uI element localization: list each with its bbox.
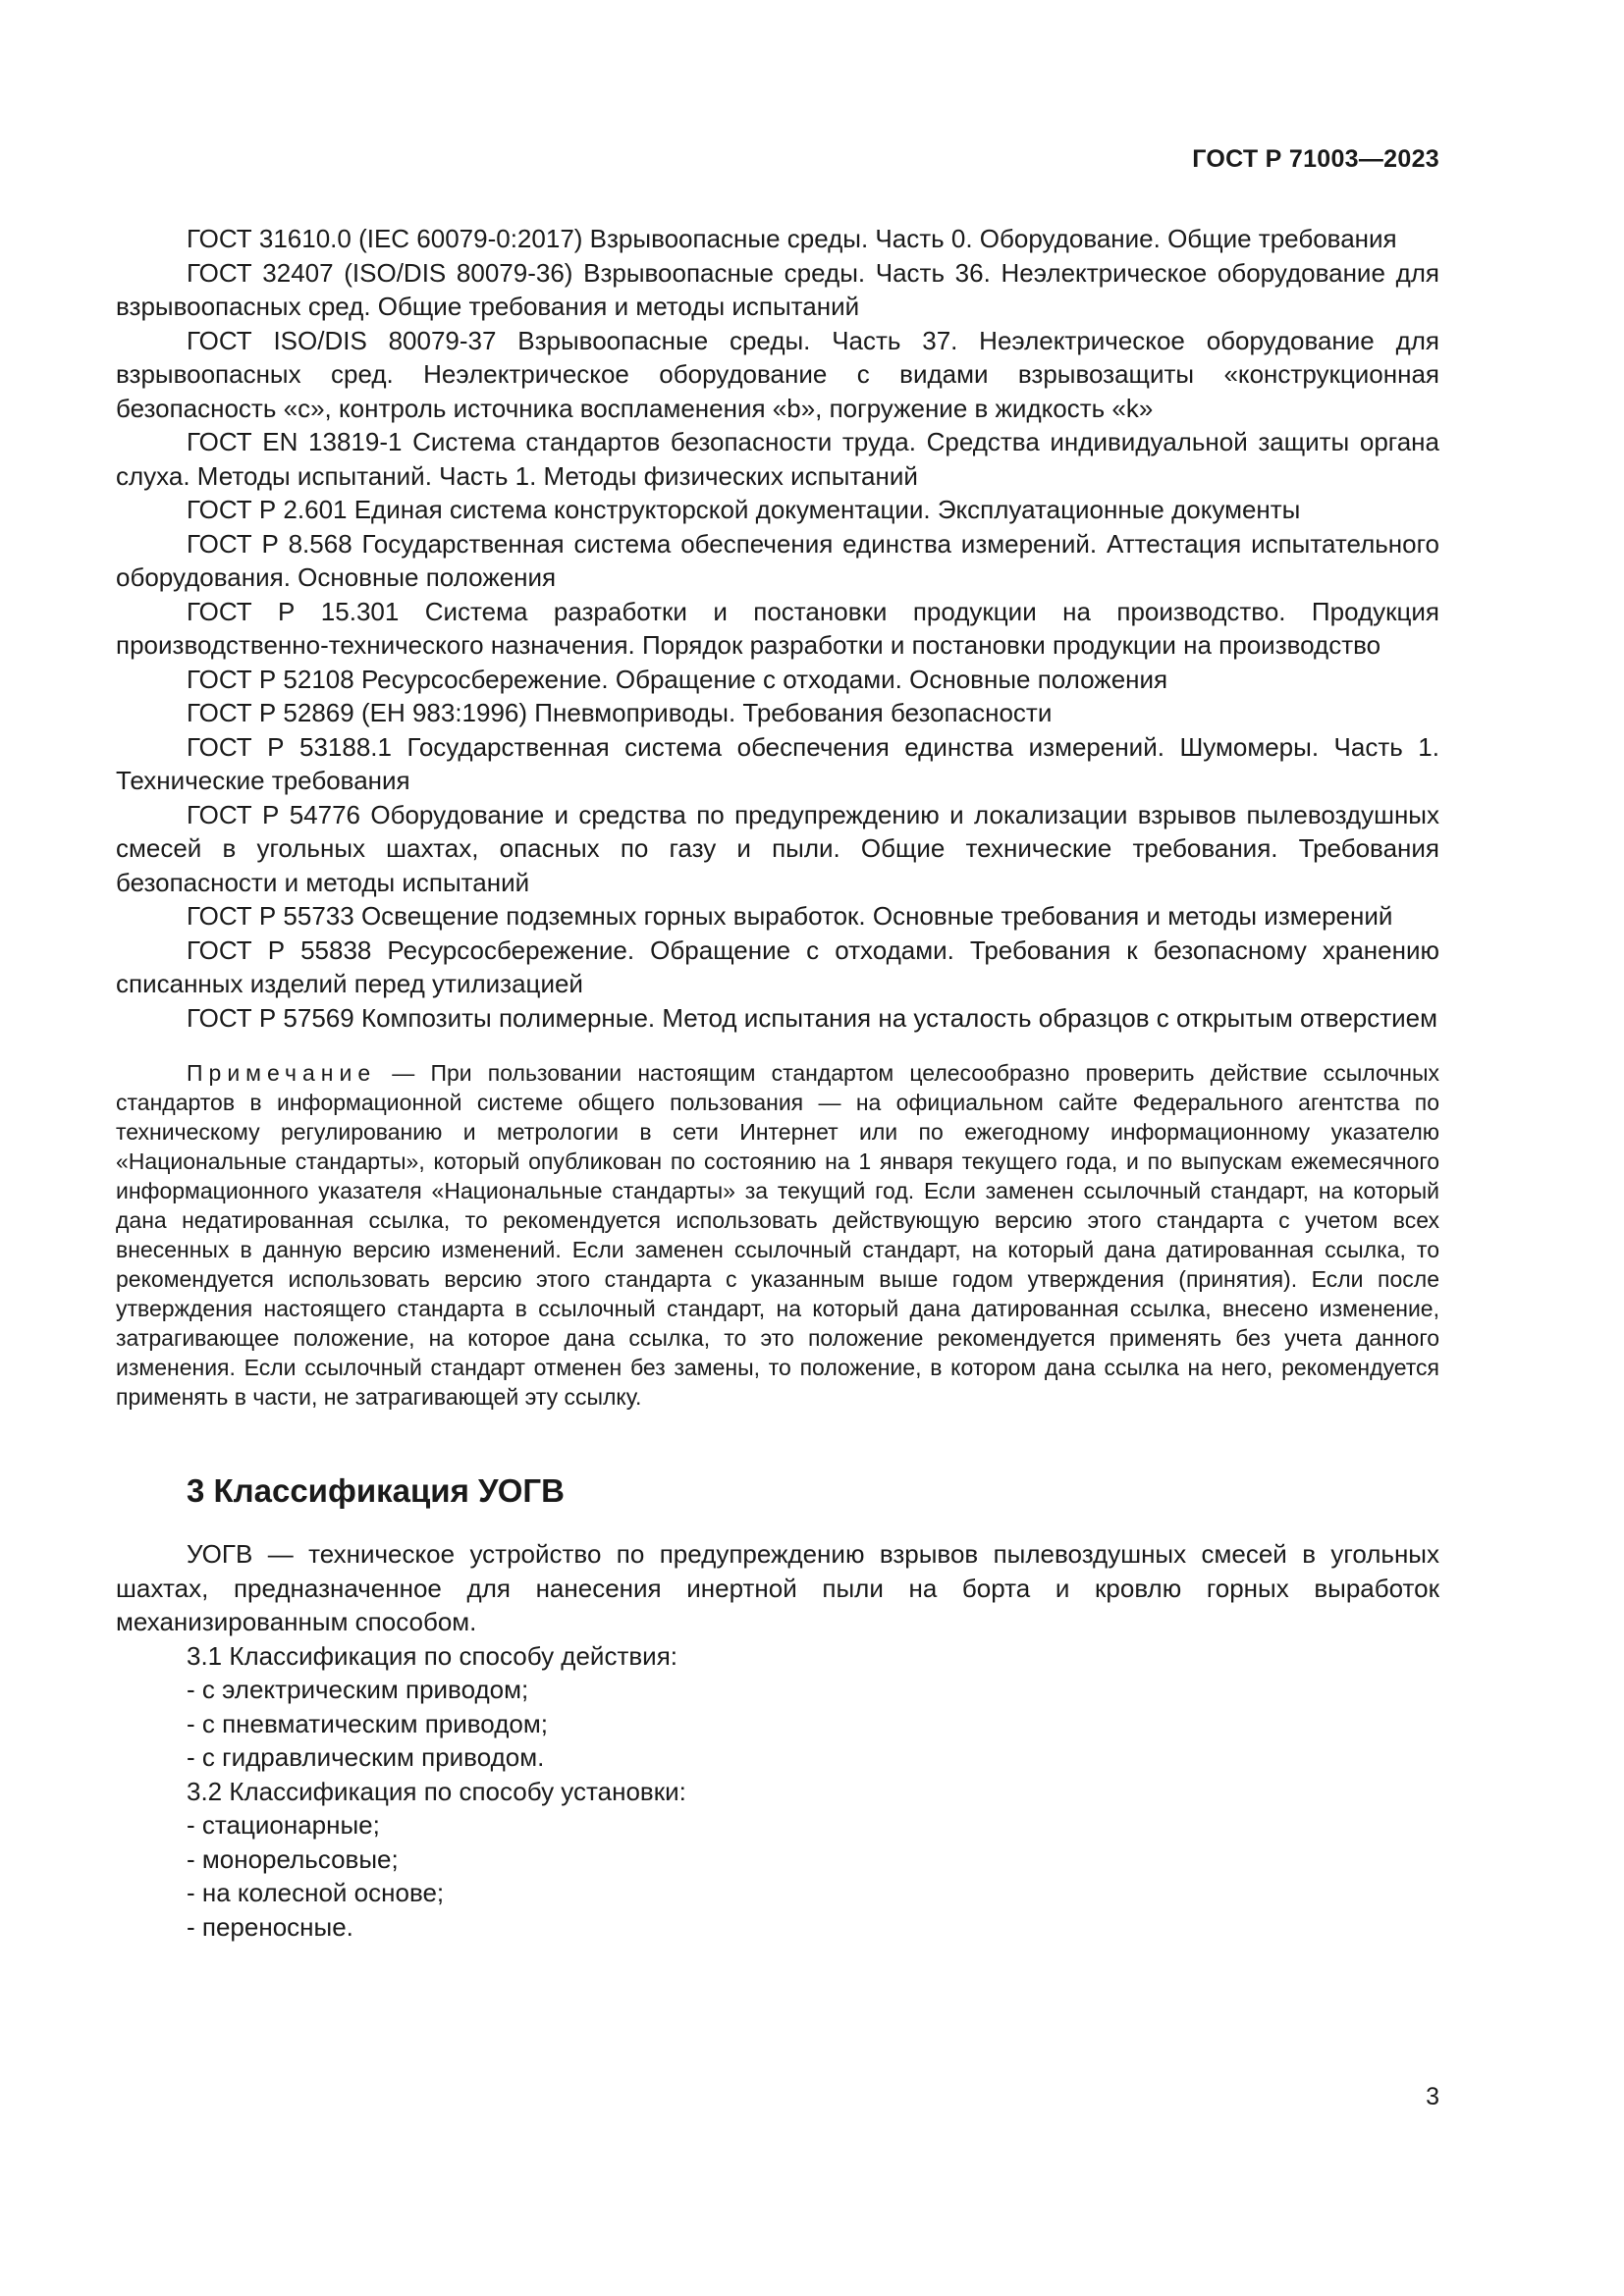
clause-3-1: 3.1 Классификация по способу действия: (187, 1640, 678, 1671)
reference-item: ГОСТ Р 57569 Композиты полимерные. Метод испытания на усталость образцов с открытым отверстием (187, 1002, 1438, 1033)
note-paragraph (116, 1058, 1439, 1412)
clause-3-2: 3.2 Классификация по способу установки: (187, 1776, 686, 1806)
list-item: - с электрическим приводом; (187, 1675, 529, 1704)
reference-item: ГОСТ 31610.0 (IEC 60079-0:2017) Взрывоопасные среды. Часть 0. Оборудование. Общие требования (187, 224, 1397, 253)
reference-item: ГОСТ EN 13819-1 Система стандартов безопасности труда. Средства индивидуальной защиты органа слуха. Методы испытаний. Часть 1. Методы физических испытаний (116, 427, 1439, 491)
document-code: ГОСТ Р 71003—2023 (1192, 145, 1439, 173)
list-item: - стационарные; (187, 1810, 380, 1840)
page-number: 3 (1426, 2083, 1439, 2110)
section-intro: УОГВ — техническое устройство по предупреждению взрывов пылевоздушных смесей в угольных шахтах, предназначенное для нанесения инертной пыли на борта и кровлю горных выработок механизированным способом. (116, 1539, 1439, 1636)
note-text: — При пользовании настоящим стандартом целесообразно проверить действие ссылочных стандартов в информационной системе общего пользования — на официальном сайте Федерального агентства по техническому регулированию и метрологии в сети Интернет или по ежегодному информационному указателю «Национальные стандарты», который опубликован по состоянию на 1 января текущего года, и по выпускам ежемесячного информационного указателя «Национальные стандарты» за текущий год. Если заменен ссылочный стандарт, на который дана недатированная ссылка, то рекомендуется использовать действующую версию этого стандарта с учетом всех внесенных в данную версию изменений. Если заменен ссылочный стандарт, на который дана датированная ссылка, то рекомендуется использовать версию этого стандарта с указанным выше годом утверждения (принятия). Если после утверждения настоящего стандарта в ссылочный стандарт, на который дана датированная ссылка, внесено изменение, затрагивающее положение, на которое дана ссылка, то это положение рекомендуется применять без учета данного изменения. Если ссылочный стандарт отменен без замены, то положение, в котором дана ссылка на него, рекомендуется применять в части, не затрагивающей эту ссылку. (116, 1060, 1439, 1410)
list-item: - монорельсовые; (187, 1843, 399, 1874)
reference-item: ГОСТ Р 53188.1 Государственная система обеспечения единства измерений. Шумомеры. Часть 1. Технические требования (116, 731, 1439, 795)
list-item: - с гидравлическим приводом. (187, 1742, 545, 1772)
list-item: - на колесной основе; (187, 1878, 445, 1907)
reference-item: ГОСТ Р 52108 Ресурсосбережение. Обращение с отходами. Основные положения (187, 664, 1168, 694)
reference-item: ГОСТ Р 52869 (ЕН 983:1996) Пневмоприводы. Требования безопасности (187, 698, 1053, 727)
list-item: - переносные. (187, 1911, 353, 1942)
section-heading: 3 Классификация УОГВ (187, 1472, 565, 1509)
reference-item: ГОСТ 32407 (ISO/DIS 80079-36) Взрывоопасные среды. Часть 36. Неэлектрическое оборудование для взрывоопасных сред. Общие требования и методы испытаний (116, 257, 1439, 321)
reference-item: ГОСТ Р 55733 Освещение подземных горных выработок. Основные требования и методы измерений (187, 901, 1393, 931)
reference-item: ГОСТ Р 54776 Оборудование и средства по предупреждению и локализации взрывов пылевоздушных смесей в угольных шахтах, опасных по газу и пыли. Общие технические требования. Требования безопасности и методы испытаний (116, 799, 1439, 897)
reference-item: ГОСТ Р 8.568 Государственная система обеспечения единства измерений. Аттестация испытательного оборудования. Основные положения (116, 528, 1439, 592)
reference-item: ГОСТ ISO/DIS 80079-37 Взрывоопасные среды. Часть 37. Неэлектрическое оборудование для взрывоопасных сред. Неэлектрическое оборудование с видами взрывозащиты «конструкционная безопасность «с», контроль источника воспламенения «b», погружение в жидкость «k» (116, 325, 1439, 423)
note-label: Примечание (187, 1060, 377, 1086)
reference-item: ГОСТ Р 55838 Ресурсосбережение. Обращение с отходами. Требования к безопасному хранению списанных изделий перед утилизацией (116, 934, 1439, 998)
reference-item: ГОСТ Р 2.601 Единая система конструкторской документации. Эксплуатационные документы (187, 495, 1301, 524)
page-content (116, 222, 1439, 1944)
reference-item: ГОСТ Р 15.301 Система разработки и постановки продукции на производство. Продукция производственно-технического назначения. Порядок разработки и постановки продукции на производство (116, 596, 1439, 660)
list-item: - с пневматическим приводом; (187, 1708, 548, 1738)
